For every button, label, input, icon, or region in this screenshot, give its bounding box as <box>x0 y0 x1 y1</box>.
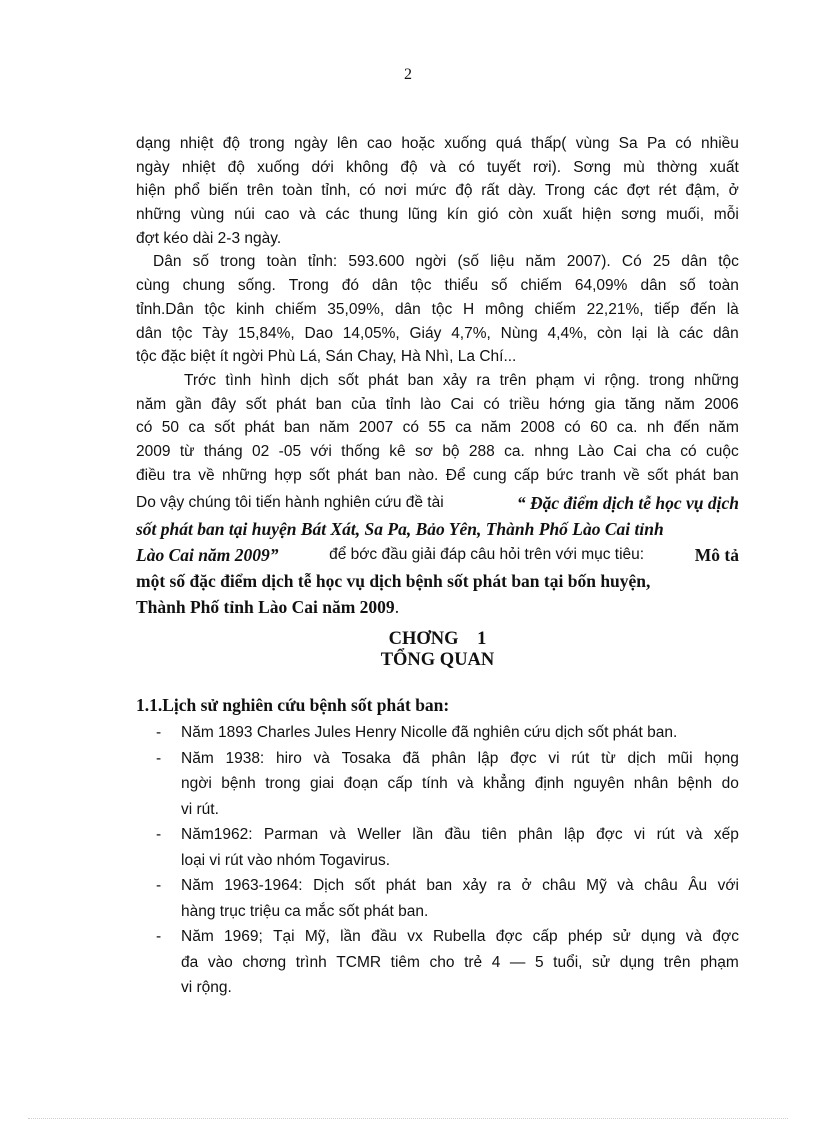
list-line: Năm1962: Parman và Weller lần đầu tiên phân lập đợc vi rút và xếp <box>181 826 739 844</box>
list-item <box>136 746 739 823</box>
text-line: cùng chung sống. Trong đó dân tộc thiểu số chiếm 64,09% dân số toàn <box>136 277 739 295</box>
text-line: có 50 ca sốt phát ban năm 2007 có 55 ca năm 2008 có 60 ca. nh đến năm <box>136 419 739 437</box>
study-objective-period: . <box>394 597 400 618</box>
paragraph-epidemic <box>136 369 739 487</box>
study-objective-text: một số đặc điểm dịch tễ học vụ dịch bệnh sốt phát ban tại bốn huyện, <box>136 571 651 592</box>
text-line: ngày nhiệt độ xuống dới không độ và có tuyết rơi). Sơng mù thờng xuất <box>136 158 739 176</box>
page-number: 2 <box>404 66 412 83</box>
study-objective-intro: để bớc đầu giải đáp câu hỏi trên với mục tiêu: <box>329 546 645 564</box>
text-line: 2009 từ tháng 02 -05 với thống kê sơ bộ 288 ca. nhng Lào Cai cha có cuộc <box>136 442 739 460</box>
paragraph-study-aim <box>136 490 739 621</box>
document-body <box>136 132 739 1001</box>
list-dash: - <box>156 749 162 767</box>
text-line: năm gần đây sốt phát ban của tỉnh lào Cai có triều hớng gia tăng năm 2006 <box>136 395 739 413</box>
list-line: Năm 1938: hiro và Tosaka đã phân lập đợc vi rút từ dịch mũi họng <box>181 749 739 767</box>
list-line: vi rộng. <box>181 979 232 997</box>
text-line: hiện phổ biến trên toàn tỉnh, có nơi mức độ rất dày. Trong các đợt rét đậm, ở <box>136 182 739 200</box>
list-line: Năm 1969; Tại Mỹ, lần đầu vx Rubella đợc cấp phép sử dụng và đợc <box>181 928 739 946</box>
list-line: loại vi rút vào nhóm Togavirus. <box>181 851 391 869</box>
text-line: những vùng núi cao và các thung lũng kín gió còn xuất hiện sơng muối, mỗi <box>136 206 739 224</box>
list-item <box>136 924 739 1001</box>
list-item <box>136 873 739 924</box>
text-line: tộc đặc biệt ít ngời Phù Lá, Sán Chay, Hà Nhì, La Chí... <box>136 348 517 366</box>
list-dash: - <box>156 826 162 844</box>
study-objective-end: Thành Phố tỉnh Lào Cai năm 2009 <box>136 597 395 618</box>
text-line: dạng nhiệt độ trong ngày lên cao hoặc xuống quá thấp( vùng Sa Pa có nhiều <box>136 135 739 152</box>
list-line: Năm 1963-1964: Dịch sốt phát ban xảy ra ở châu Mỹ và châu Âu với <box>181 877 739 895</box>
list-dash: - <box>156 724 162 742</box>
text-line: tỉnh.Dân tộc kinh chiếm 35,09%, dân tộc H mông chiếm 22,21%, tiếp đến là <box>136 300 739 318</box>
text-line: điều tra về những hợp sốt phát ban nào. Để cung cấp bức tranh về sốt phát ban <box>136 466 739 484</box>
study-intro-text: Do vậy chúng tôi tiến hành nghiên cứu đề tài <box>136 494 444 512</box>
list-line: ngời bệnh trong giai đoạn cấp tính và khẳng định nguyên nhân bệnh do <box>181 775 739 793</box>
chapter-title: TỔNG QUAN <box>380 650 495 671</box>
study-objective-start: Mô tả <box>694 545 739 566</box>
chapter-label: CHƠNG 1 <box>388 629 487 650</box>
list-line: đa vào chơng trình TCMR tiêm cho trẻ 4 — 5 tuổi, sử dụng trên phạm <box>181 953 739 971</box>
page-bottom-rule <box>28 1118 788 1119</box>
history-list <box>136 720 739 1001</box>
text-line: Dân số trong toàn tỉnh: 593.600 ngời (số liệu năm 2007). Có 25 dân tộc <box>153 253 739 271</box>
list-item <box>136 822 739 873</box>
list-line: Năm 1893 Charles Jules Henry Nicolle đã nghiên cứu dịch sốt phát ban. <box>181 724 678 742</box>
text-line: Trớc tình hình dịch sốt phát ban xảy ra trên phạm vi rộng. trong những <box>184 371 739 389</box>
list-line: vi rút. <box>181 800 219 818</box>
list-dash: - <box>156 877 162 895</box>
text-line: đợt kéo dài 2-3 ngày. <box>136 229 282 247</box>
study-title-part2: sốt phát ban tại huyện Bát Xát, Sa Pa, Bảo Yên, Thành Phố Lào Cai tỉnh <box>136 519 664 540</box>
chapter-heading <box>136 629 739 671</box>
study-title-part3: Lào Cai năm 2009” <box>136 545 279 566</box>
section-heading: 1.1.Lịch sử nghiên cứu bệnh sốt phát ban: <box>136 695 450 716</box>
list-dash: - <box>156 928 162 946</box>
paragraph-population <box>136 250 739 368</box>
text-line: dân tộc Tày 15,84%, Dao 14,05%, Giáy 4,7%, Nùng 4,4%, còn lại là các dân <box>136 324 739 342</box>
list-line: hàng trục triệu ca mắc sốt phát ban. <box>181 902 429 920</box>
paragraph-climate <box>136 132 739 250</box>
list-item <box>136 720 739 746</box>
study-title-part1: “ Đặc điểm dịch tễ học vụ dịch <box>516 493 739 514</box>
